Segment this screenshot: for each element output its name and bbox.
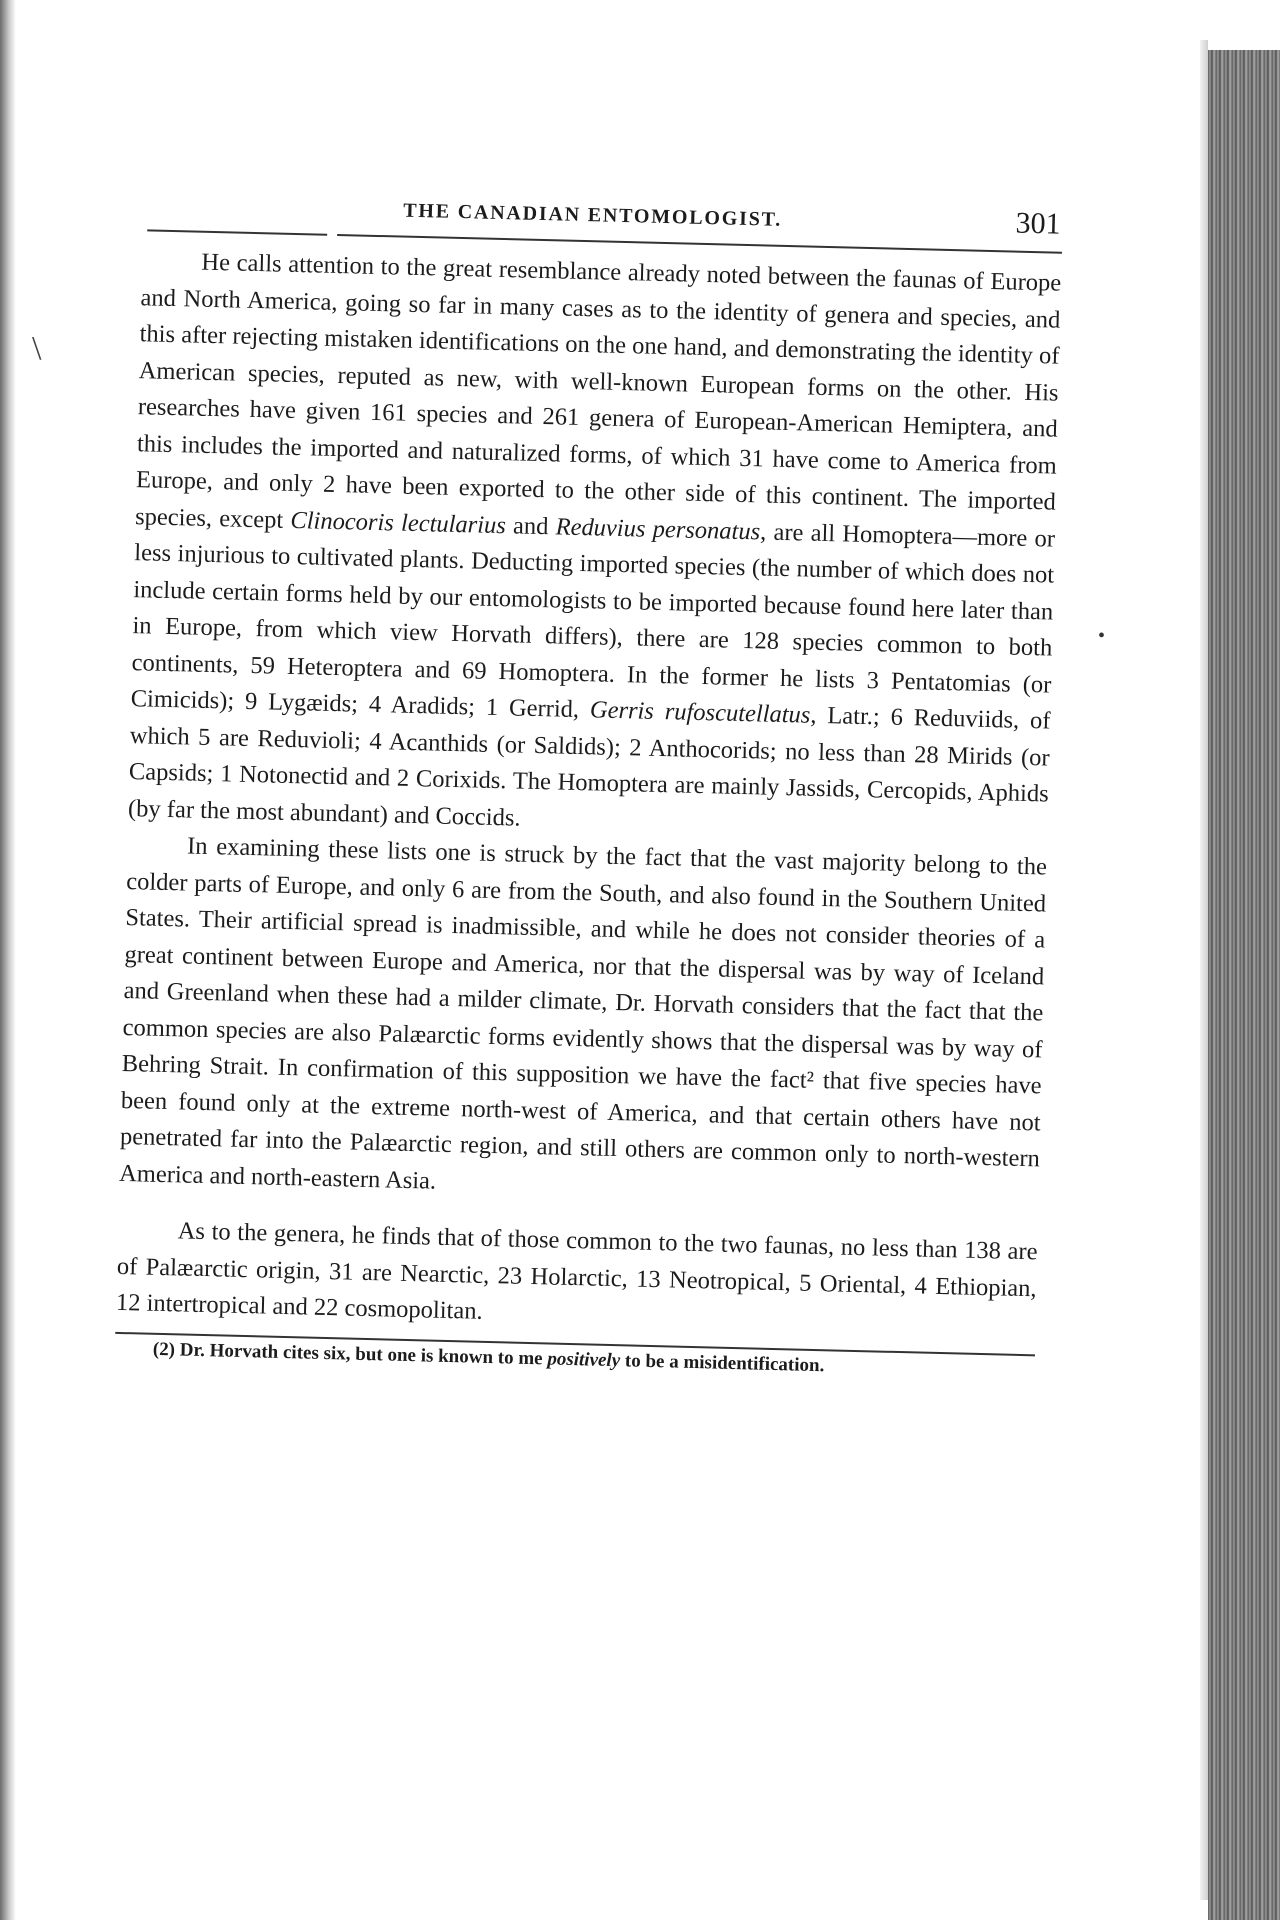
text-run: As to the genera, he finds that of those common to the two faunas, no less than 138 are of Palæarctic origin, 31 are Nearctic, 23 Holarctic, 13 Neotropical, 5 Oriental, 4 Ethiopian, 12 intertropical and 22 cosmopolitan. [115,1217,1038,1325]
book-page-edges [1208,50,1280,1920]
italic-text: positively [547,1347,621,1371]
header-rule-left [147,229,327,235]
italic-text: Clinocoris lectularius [290,506,507,539]
text-run: and [505,511,557,540]
scan-left-edge [0,0,16,1920]
text-run: He calls attention to the great resemblance already noted between the faunas of Europe and North America, going so far in many cases as to the identity of genera and species, and this after rejecting mistaken identifications on the one hand, and demonstrating the identity of American species, reputed as new, with well-known European forms on the other. His researches have given 161 species and 261 genera of European-American Hemiptera, and this includes the imported and naturalized forms, of which 31 have come to America from Europe, and only 2 have been exported to the other side of this continent. The imported species, except [134,248,1062,534]
text-run: , are all Homoptera—more or less injurious to cultivated plants. Deducting imported species (the number of which does not include certain forms held by our entomologists to be imported because found here later than in Europe, from which view Horvath differs), there are 128 species common to both continents, 59 Heteroptera and 69 Homoptera. In the former he lists 3 Pentatomias (or Cimicids); 9 Lygæids; 4 Aradids; 1 Gerrid, [130,517,1056,724]
text-run: to be a misidentification. [619,1349,825,1376]
stray-mark: • [1098,625,1106,647]
text-run: (2) Dr. Horvath cites six, but one is known to me [152,1338,548,1369]
text-run: , Latr.; 6 Reduviids, of which 5 are Reduvioli; 4 Acanthids (or Saldids); 2 Anthocorids; no less than 28 Mirids (or Capsids; 1 Notonectid and 2 Corixids. The Homoptera are mainly Jassids, Cercopids, Aphids (by far the most abundant) and Coccids. [127,701,1051,832]
page-gutter-shadow [1200,40,1208,1900]
italic-text: Reduvius personatus [555,512,761,545]
italic-text: Gerris rufoscutellatus [589,696,811,729]
page-body [115,243,1062,1382]
text-run: In examining these lists one is struck by the fact that the vast majority belong to the colder parts of Europe, and only 6 are from the South, and also found in the Southern United States. Their artificial spread is inadmissible, and while he does not consider theories of a great continent between Europe and America, nor that the dispersal was by way of Iceland and Greenland when these had a milder climate, Dr. Horvath considers that the fact that the common species are also Palæarctic forms evidently shows that the dispersal was by way of Behring Strait. In confirmation of this supposition we have the fact² that five species have been found only at the extreme north-west of America, and that certain others have not penetrated far into the Palæarctic region, and still others are common only to north-western America and north-eastern Asia. [118,832,1048,1195]
paragraph-2 [119,827,1048,1214]
margin-mark: \ [32,330,42,367]
paragraph-3 [116,1212,1038,1344]
paragraph-1 [128,243,1062,849]
page-number: 301 [1015,206,1062,241]
running-head: THE CANADIAN ENTOMOLOGIST. [403,199,783,231]
page-header [112,168,1073,255]
book-page [77,168,1074,1711]
